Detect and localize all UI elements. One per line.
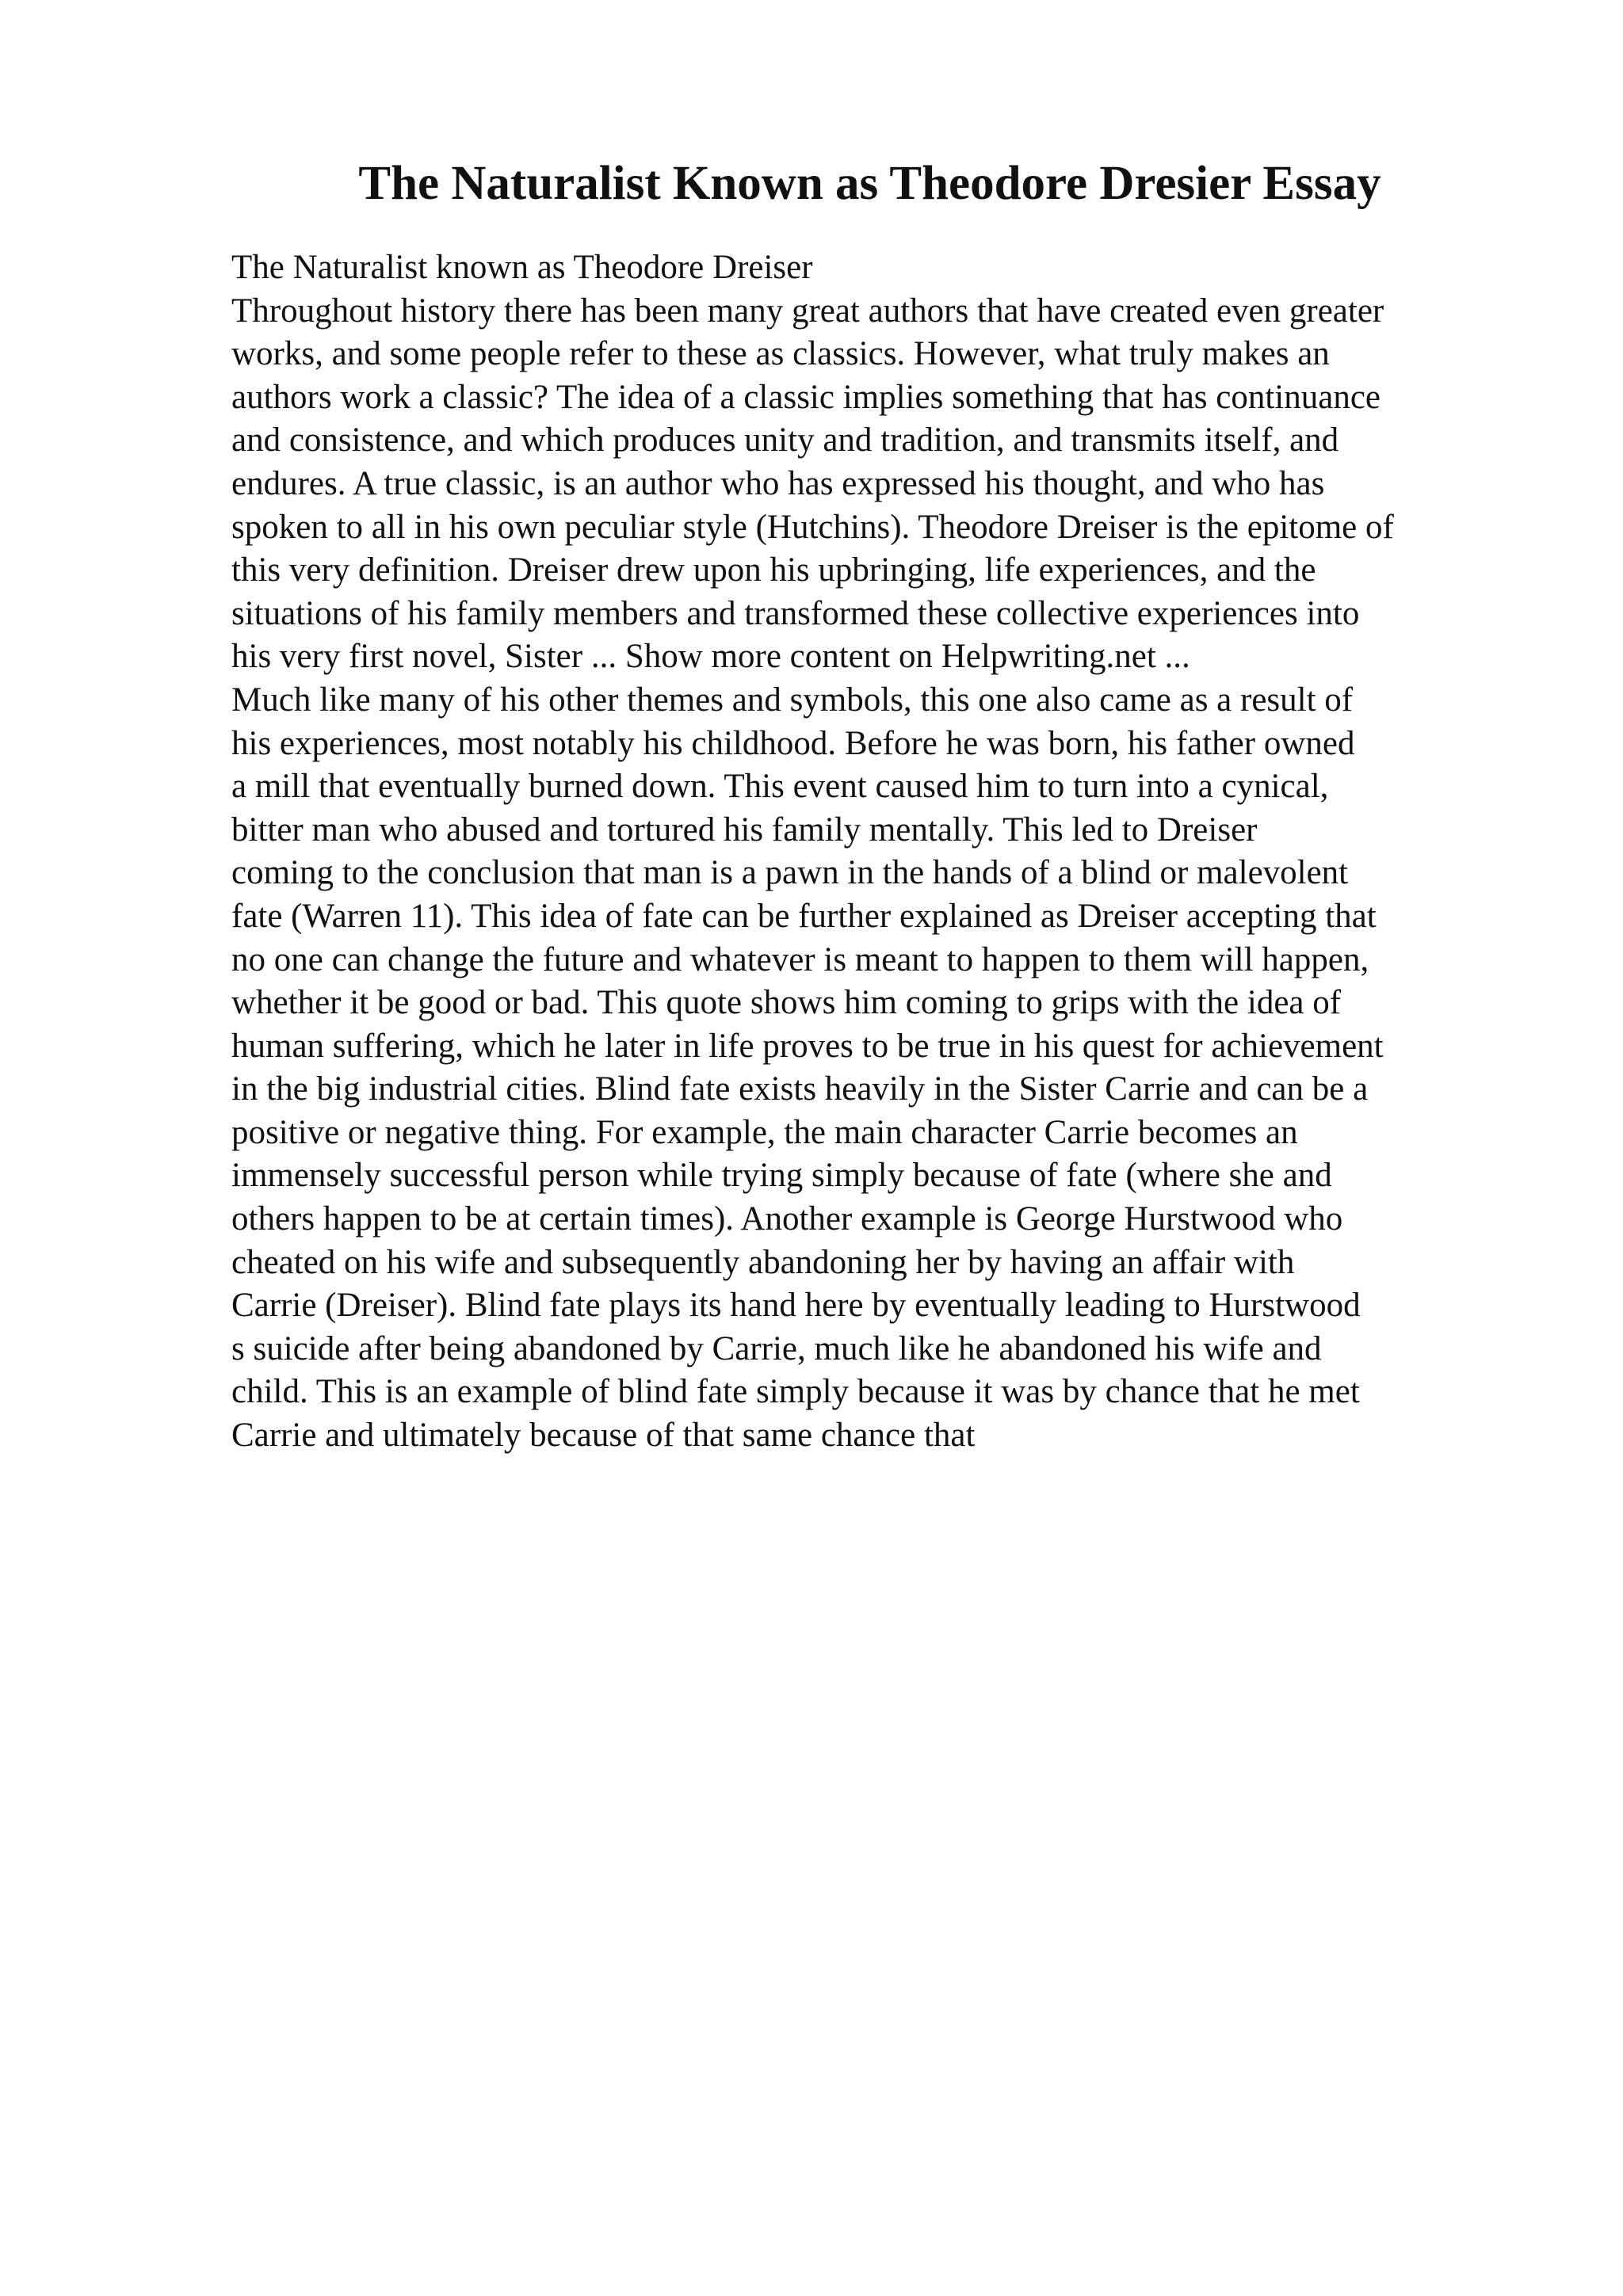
body-line: and consistence, and which produces unity and tradition, and transmits itself, and [231,421,1339,460]
page-title: The Naturalist Known as Theodore Dresier Essay [358,157,1381,210]
body-line: situations of his family members and transformed these collective experiences into [231,594,1360,632]
body-line: coming to the conclusion that man is a pawn in the hands of a blind or malevolent [231,854,1349,892]
body-line: Carrie and ultimately because of that same chance that [231,1417,976,1455]
body-line: immensely successful person while trying simply because of fate (where she and [231,1157,1332,1195]
body-line: endures. A true classic, is an author who has expressed his thought, and who has [231,464,1325,502]
body-line: no one can change the future and whatever is meant to happen to them will happen, [231,940,1369,978]
body-line: in the big industrial cities. Blind fate exists heavily in the Sister Carrie and can be a [231,1070,1369,1108]
body-line: spoken to all in his own peculiar style (Hutchins). Theodore Dreiser is the epitome of [231,508,1394,546]
body-line: s suicide after being abandoned by Carrie, much like he abandoned his wife and [231,1329,1322,1367]
body-line: his experiences, most notably his childhood. Before he was born, his father owned [231,724,1355,762]
body-line: cheated on his wife and subsequently abandoning her by having an affair with [231,1243,1295,1281]
body-line: whether it be good or bad. This quote shows him coming to grips with the idea of [231,984,1342,1022]
body-line: bitter man who abused and tortured his family mentally. This led to Dreiser [231,810,1258,849]
body-line: Throughout history there has been many great authors that have created even greater [231,292,1384,330]
body-line: The Naturalist known as Theodore Dreiser [231,249,813,286]
body-line: Much like many of his other themes and symbols, this one also came as a result of [231,681,1354,719]
body-line: fate (Warren 11). This idea of fate can be further explained as Dreiser accepting that [231,897,1377,935]
body-line: a mill that eventually burned down. This event caused him to turn into a cynical, [231,768,1329,806]
body-line: positive or negative thing. For example, the main character Carrie becomes an [231,1113,1298,1151]
body-line: works, and some people refer to these as classics. However, what truly makes an [231,335,1330,373]
body-line: human suffering, which he later in life proves to be true in his quest for achievement [231,1027,1384,1065]
essay-body [231,246,1594,1458]
body-line: Carrie (Dreiser). Blind fate plays its hand here by eventually leading to Hurstwood [231,1287,1361,1325]
body-line: child. This is an example of blind fate simply because it was by chance that he met [231,1373,1360,1411]
body-line: his very first novel, Sister ... Show more content on Helpwriting.net ... [231,638,1190,676]
body-line: others happen to be at certain times). Another example is George Hurstwood who [231,1200,1343,1238]
body-line: authors work a classic? The idea of a classic implies something that has continuance [231,378,1381,416]
body-line: this very definition. Dreiser drew upon his upbringing, life experiences, and the [231,551,1316,589]
